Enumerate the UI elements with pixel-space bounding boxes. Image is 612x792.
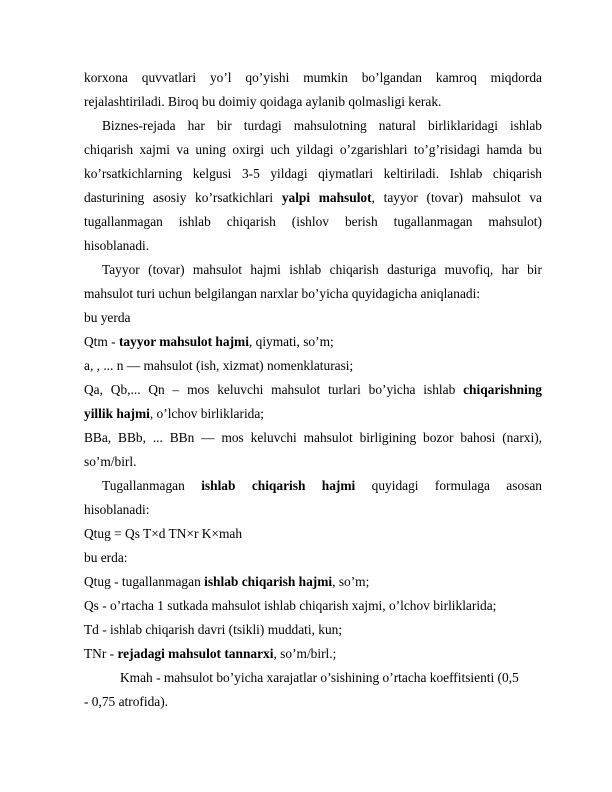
text-line: tugallanmagan ishlab chiqarish (ishlov berish tugallanmagan mahsulot)	[84, 214, 542, 229]
definition-line: Kmah - mahsulot bo’yicha xarajatlar o’sishining o’rtacha koeffitsienti (0,5	[120, 670, 519, 685]
definition-line: BBa, BBb, ... BBn — mos keluvchi mahsulot birligining bozor bahosi (narxi),	[84, 430, 542, 445]
text-line: rejalashtiriladi. Biroq bu doimiy qoidaga aylanib qolmasligi kerak.	[84, 94, 442, 109]
definition-line: Qtug - tugallanmagan ishlab chiqarish hajmi, so’m;	[84, 574, 370, 589]
text-line: so’m/birl.	[84, 454, 137, 469]
paragraph-start: Biznes-rejada har bir turdagi mahsulotning natural birliklaridagi ishlab	[102, 118, 542, 133]
document-page	[84, 66, 542, 714]
text-line: chiqarish xajmi va uning oxirgi uch yildagi o’zgarishlari to’g’risidagi hamda bu	[84, 142, 542, 157]
definition-line: Td - ishlab chiqarish davri (tsikli) muddati, kun;	[84, 622, 343, 637]
text-line: bu yerda	[84, 310, 131, 325]
paragraph-start: Tayyor (tovar) mahsulot hajmi ishlab chiqarish dasturiga muvofiq, har bir	[102, 262, 542, 277]
bold-term: tayyor mahsulot hajmi	[118, 334, 249, 349]
bold-term: ishlab chiqarish hajmi	[201, 478, 356, 493]
bold-term: chiqarishning	[463, 382, 542, 397]
text-line: yillik hajmi, o’lchov birliklarida;	[84, 406, 265, 421]
formula-line: Qtug = Qs T×d TN×r K×mah	[84, 526, 243, 541]
paragraph-start: Tugallanmagan ishlab chiqarish hajmi quyidagi formulaga asosan	[102, 478, 542, 493]
definition-line: Qs - o’rtacha 1 sutkada mahsulot ishlab chiqarish xajmi, o’lchov birliklarida;	[84, 598, 497, 613]
text-line: bu erda:	[84, 550, 128, 565]
text-line: - 0,75 atrofida).	[84, 694, 169, 709]
definition-line: Qa, Qb,... Qn – mos keluvchi mahsulot turlari bo’yicha ishlab chiqarishning	[84, 382, 542, 397]
text-line: dasturining asosiy ko’rsatkichlari yalpi mahsulot, tayyor (tovar) mahsulot va	[84, 190, 542, 205]
text-line: hisoblanadi.	[84, 238, 150, 253]
bold-term: ishlab chiqarish hajmi	[204, 574, 333, 589]
definition-line: TNr - rejadagi mahsulot tannarxi, so’m/birl.;	[84, 646, 337, 661]
text-line: ko’rsatkichlarning kelgusi 3-5 yildagi qiymatlari keltiriladi. Ishlab chiqarish	[84, 166, 542, 181]
text-line: korxona quvvatlari yo’l qo’yishi mumkin bo’lgandan kamroq miqdorda	[84, 70, 542, 85]
text-line: hisoblanadi:	[84, 502, 150, 517]
bold-term: yalpi mahsulot	[281, 190, 372, 205]
text-line: mahsulot turi uchun belgilangan narxlar bo’yicha quyidagicha aniqlanadi:	[84, 286, 481, 301]
bold-term: yillik hajmi	[84, 406, 150, 421]
definition-line: a, , ... n — mahsulot (ish, xizmat) nomenklaturasi;	[84, 358, 354, 373]
bold-term: rejadagi mahsulot tannarxi	[117, 646, 274, 661]
definition-line: Qtm - tayyor mahsulot hajmi, qiymati, so’m;	[84, 334, 334, 349]
